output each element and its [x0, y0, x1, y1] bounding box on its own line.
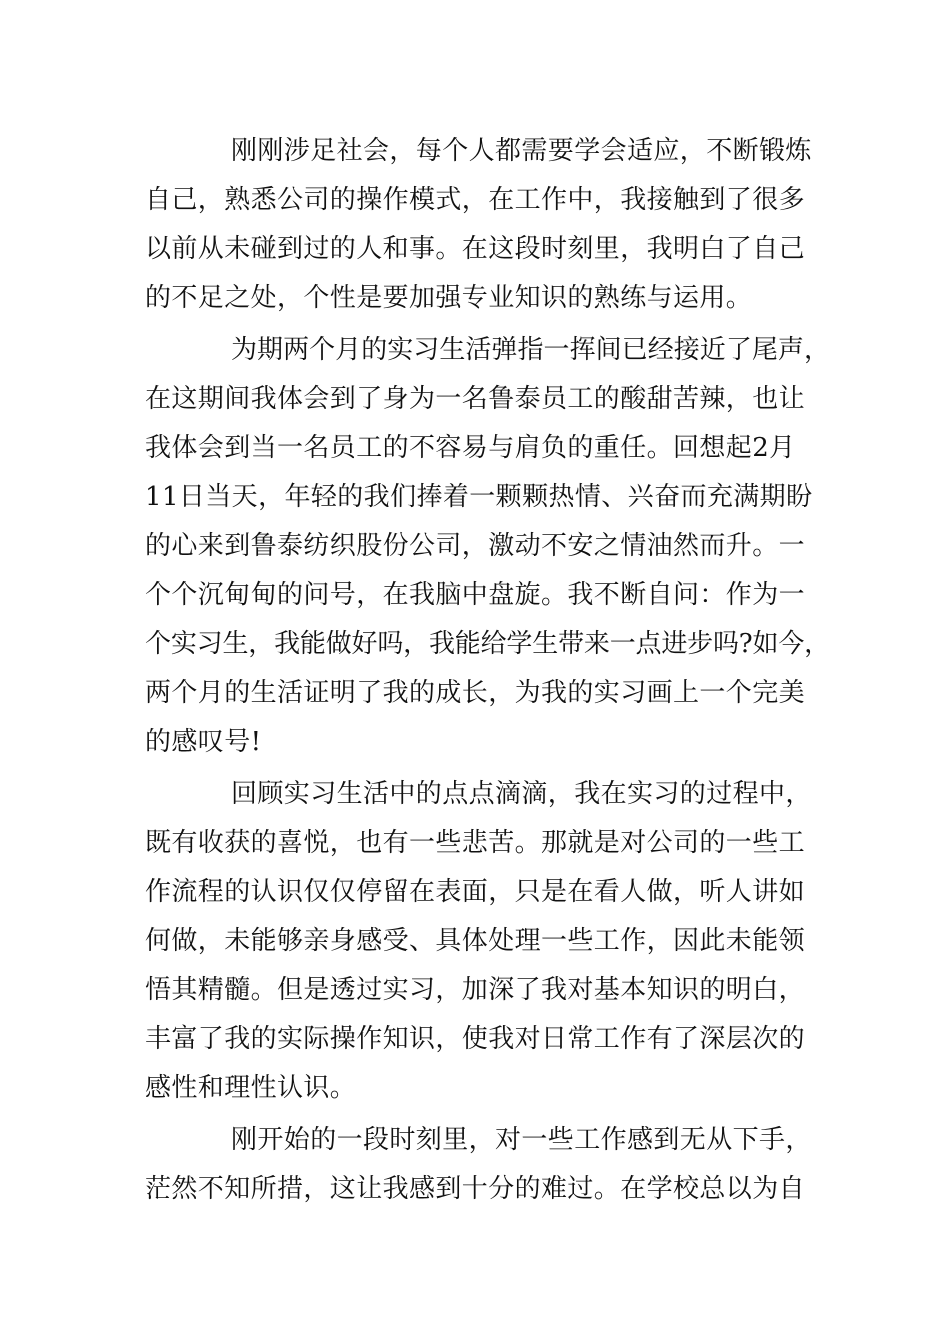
text-line: 的感叹号!	[145, 727, 262, 757]
text-line: 回顾实习生活中的点点滴滴，我在实习的过程中，	[231, 779, 812, 809]
text-line: 两个月的生活证明了我的成长，为我的实习画上一个完美	[145, 678, 806, 708]
text-line: 刚开始的一段时刻里，对一些工作感到无从下手，	[231, 1125, 812, 1155]
text-line: 11日当天，年轻的我们捧着一颗颗热情、兴奋而充满期盼	[145, 482, 813, 512]
text-line: 为期两个月的实习生活弹指一挥间已经接近了尾声，	[231, 335, 830, 365]
text-line: 在这期间我体会到了身为一名鲁泰员工的酸甜苦辣，也让	[145, 384, 806, 414]
text-line: 的心来到鲁泰纺织股份公司，激动不安之情油然而升。一	[145, 531, 806, 561]
text-line: 个实习生，我能做好吗，我能给学生带来一点进步吗?如今，	[145, 629, 830, 659]
text-line: 个个沉甸甸的问号，在我脑中盘旋。我不断自问：作为一	[145, 580, 806, 610]
text-line: 自己，熟悉公司的操作模式，在工作中，我接触到了很多	[145, 185, 806, 215]
text-line: 悟其精髓。但是透过实习，加深了我对基本知识的明白，	[145, 975, 806, 1005]
text-line: 的不足之处，个性是要加强专业知识的熟练与运用。	[145, 283, 753, 313]
text-line: 既有收获的喜悦，也有一些悲苦。那就是对公司的一些工	[145, 828, 806, 858]
text-line: 感性和理性认识。	[145, 1073, 357, 1103]
text-line: 我体会到当一名员工的不容易与肩负的重任。回想起2月	[145, 433, 796, 463]
text-line: 作流程的认识仅仅停留在表面，只是在看人做，听人讲如	[145, 877, 806, 907]
text-line: 何做，未能够亲身感受、具体处理一些工作，因此未能领	[145, 926, 806, 956]
text-line: 以前从未碰到过的人和事。在这段时刻里，我明白了自己	[145, 234, 806, 264]
text-line: 茫然不知所措，这让我感到十分的难过。在学校总以为自	[145, 1174, 806, 1204]
text-line: 刚刚涉足社会，每个人都需要学会适应，不断锻炼	[231, 136, 812, 166]
text-line: 丰富了我的实际操作知识，使我对日常工作有了深层次的	[145, 1024, 806, 1054]
